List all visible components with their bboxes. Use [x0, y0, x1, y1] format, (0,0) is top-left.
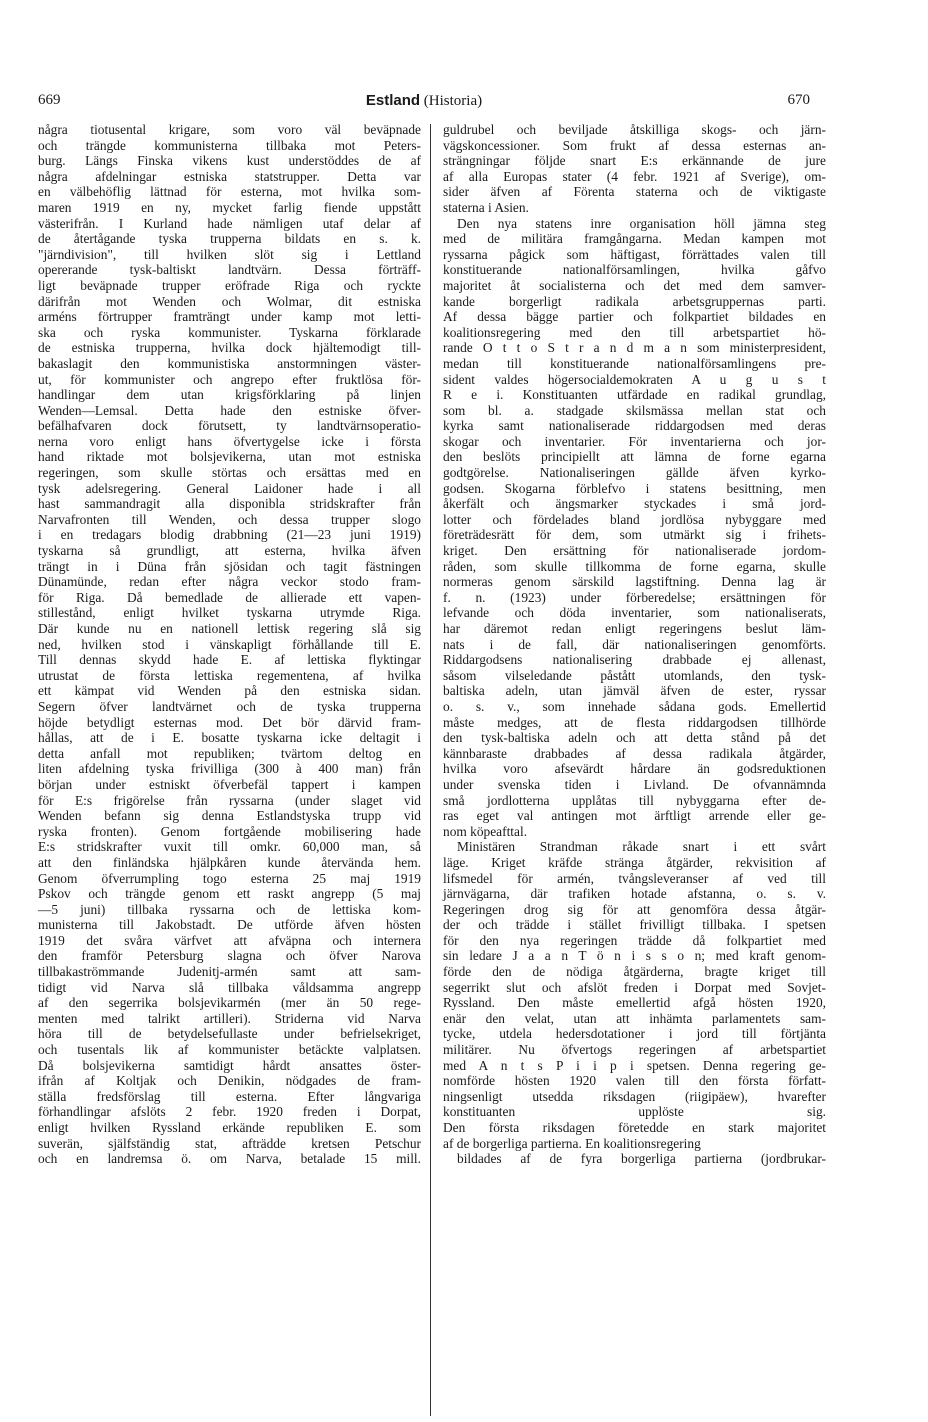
- text-line: hållas, att de i E. bosatte tyskarna icke deltagit i: [38, 730, 421, 746]
- text-line: den tysk-baltiska adeln och att detta stånd på det: [443, 730, 826, 746]
- text-line: konstituerande nationalförsamlingen, hvilka gåfvo: [443, 262, 826, 278]
- text-line: vägskoncessioner. Som frukt af dessa esternas an-: [443, 137, 826, 153]
- text-line: ställa fredsförslag till esterna. Efter långvariga: [38, 1088, 421, 1104]
- text-line: kyrka samt nationaliserade riddargodsen med deras: [443, 418, 826, 434]
- text-line: sin ledare J a a n T ö n i s s o n; med kraft genom-: [443, 948, 826, 964]
- text-line: den beslöts principiellt att lämna de forne egarna: [443, 449, 826, 465]
- text-line: R e i. Konstituanten utfärdade en radikal grundlag,: [443, 387, 826, 403]
- text-line: ryssarna pågick som häftigast, förrättades valen till: [443, 246, 826, 262]
- text-line: tidigt vid Narva slå tillbaka våldsamma angrepp: [38, 979, 421, 995]
- text-line: detta anfall mot republiken; tvärtom deltog en: [38, 745, 421, 761]
- text-line: en välbehöflig lättnad för esterna, mot hvilka som-: [38, 184, 421, 200]
- text-line: maren 1919 en ny, mycket farlig fiende uppstått: [38, 199, 421, 215]
- text-line: Den första riksdagen företedde en stark majoritet: [443, 1120, 826, 1135]
- text-line: Wenden—Lemsal. Detta hade den estniske öfver-: [38, 402, 421, 418]
- text-line: höjde betydligt esternas mod. Det bör därvid fram-: [38, 714, 421, 730]
- text-line: måste medges, att de flesta riddargodsen tillhörde: [443, 714, 826, 730]
- text-line: kännbaraste drabbades af dessa radikala åtgärder,: [443, 745, 826, 761]
- text-line: munisterna till Jakobstadt. De utförde äfven hösten: [38, 917, 421, 933]
- text-line: strängningar följde snart E:s erkännande de jure: [443, 153, 826, 169]
- text-line: åkerfält och ängsmarker styckades i små jord-: [443, 496, 826, 512]
- text-line: burg. Längs Finska vikens kust understöddes de af: [38, 153, 421, 169]
- column-divider: [430, 124, 431, 1416]
- text-line: Wenden befann sig denna Estlandstyska trupp vid: [38, 808, 421, 824]
- text-line: godtgörelse. Nationaliseringen gällde äfven kyrko-: [443, 465, 826, 481]
- text-line: ned, hvilken stod i vänskapligt förhållande till E.: [38, 636, 421, 652]
- text-line: och tusentals lik af kommunister betäckte valplatsen.: [38, 1042, 421, 1058]
- text-line: lefvande och döda inventarier, som nationaliserats,: [443, 605, 826, 621]
- text-line: tillbakaströmmande Judenitj-armén samt att sam-: [38, 964, 421, 980]
- text-line: därifrån mot Wenden och Wolmar, dit estniska: [38, 293, 421, 309]
- text-line: menten med talrikt artilleri). Striderna vid Narva: [38, 1010, 421, 1026]
- text-line: Pskov och trängde genom ett raskt angrepp (5 maj: [38, 886, 421, 902]
- text-line: stillestånd, enligt hvilket tyskarna utrymde Riga.: [38, 605, 421, 621]
- text-line: majoritet åt socialisterna och det med dem samver-: [443, 277, 826, 293]
- text-line: lotter och fördelades bland jordlösa nybyggare med: [443, 511, 826, 527]
- text-line: de återtågande tyska trupperna bildats en s. k.: [38, 231, 421, 247]
- text-line: af de borgerliga partierna. En koalitionsregering: [443, 1135, 701, 1151]
- text-line: Till dennas skydd hade E. af lettiska flyktingar: [38, 652, 421, 668]
- text-line: militärer. Nu öfvertogs regeringen af arbetspartiet: [443, 1042, 826, 1058]
- text-line: staterna i Asien.: [443, 199, 529, 215]
- text-line: förhandlingar afslöts 2 febr. 1920 freden i Dorpat,: [38, 1104, 421, 1120]
- text-line: som bl. a. stadgade skilsmässa mellan stat och: [443, 402, 826, 418]
- text-line: E:s stridskrafter vuxit till omkr. 60,000 man, så: [38, 839, 421, 855]
- text-line: arméns förtrupper framträngt under kamp mot letti-: [38, 309, 421, 325]
- text-line: de estniska trupperna, hvilka dock hjältemodigt till-: [38, 340, 421, 356]
- text-line: regeringen, som skulle störtas och ersättas med en: [38, 465, 421, 481]
- text-line: att den finländska hjälpkåren kunde återvända hem.: [38, 854, 421, 870]
- text-line: 1919 det svåra värfvet att afväpna och internera: [38, 932, 421, 948]
- text-line: enär den velat, utan att inhämta parlamentets sam-: [443, 1010, 826, 1026]
- text-line: under svenska tiden i Livland. De ofvannämnda: [443, 776, 826, 792]
- text-line: Riddargodsens nationalisering drabbade ej allenast,: [443, 652, 826, 668]
- text-line: sident valdes högersocialdemokraten A u g u s t: [443, 371, 826, 387]
- text-line: Af dessa bägge partier och folkpartiet bildades en: [443, 309, 826, 325]
- text-line: nomförde hösten 1920 valen till den första författ-: [443, 1073, 826, 1089]
- text-line: utrustat de första lettiska regementena, af hvilka: [38, 667, 421, 683]
- text-line: för Riga. Då bemedlade de allierade ett vapen-: [38, 589, 421, 605]
- text-line: Genom öfverrumpling togo esterna 25 maj 1919: [38, 870, 421, 886]
- text-line: ligt beväpnade trupper eröfrade Riga och ryckte: [38, 277, 421, 293]
- text-line: baltiska adeln, utan jämväl äfven de ester, ryssar: [443, 683, 826, 699]
- text-line: "järndivision", till hvilken slöt sig i Lettland: [38, 246, 421, 262]
- text-line: normeras genom särskild lagstiftning. Denna lag är: [443, 574, 826, 590]
- text-line: Regeringen drog sig för att genomföra dessa åtgär-: [443, 901, 826, 917]
- text-line: ett kämpat vid Wenden på den estniska sidan.: [38, 683, 421, 699]
- text-line: i en tredagars blodig drabbning (21—23 juni 1919): [38, 527, 421, 543]
- text-line: lifsmedel för armén, tvångsleveranser af ved till: [443, 870, 826, 886]
- text-line: sider äfven af Förenta staterna och de viktigaste: [443, 184, 826, 200]
- text-line: o. s. v., som innehade sådana gods. Emellertid: [443, 698, 826, 714]
- text-line: med de militära framgångarna. Medan kampen mot: [443, 231, 826, 247]
- text-line: såsom vilseledande påstått utomlands, den tysk-: [443, 667, 826, 683]
- text-line: har däremot redan enligt regeringens beslut läm-: [443, 621, 826, 636]
- text-line: höra till de betydelsefullaste under befrielsekriget,: [38, 1026, 421, 1042]
- text-line: ska och ryska kommunister. Tyskarna förklarade: [38, 324, 421, 340]
- text-line: råden, som skulle tillkomma de forne egarna, skulle: [443, 558, 826, 574]
- text-line: nom köpeafttal.: [443, 823, 528, 839]
- text-line: Den nya statens inre organisation höll jämna steg: [457, 215, 826, 231]
- text-line: hvilka voro afsevärdt hårdare än godsreduktionen: [443, 761, 826, 777]
- text-line: den framför Petersburg slagna och öfver Narova: [38, 948, 421, 964]
- text-line: nerna voro enligt hans öfvertygelse icke i första: [38, 433, 421, 449]
- text-line: några tiotusental krigare, som voro väl beväpnade: [38, 122, 421, 137]
- text-line: för den nya regeringen trädde då folkpartiet med: [443, 932, 826, 948]
- text-line: Ryssland. Den måste emellertid afgå hösten 1920,: [443, 995, 826, 1011]
- text-line: ningsenligt utsedda riksdagen (riigipäew), hvarefter: [443, 1088, 826, 1104]
- text-line: västerifrån. I Kurland hade nämligen utaf delar af: [38, 215, 421, 231]
- text-line: suverän, själfständig stat, afträdde kretsen Petschur: [38, 1135, 421, 1151]
- text-line: med A n t s P i i p i spetsen. Denna regering ge-: [443, 1057, 826, 1073]
- running-header: [38, 92, 810, 114]
- text-line: Narvafronten till Wenden, och dessa trupper slogo: [38, 511, 421, 527]
- text-line: hast sammandragit alla disponibla stridskrafter från: [38, 496, 421, 512]
- text-line: ut, för kommunister och angrepo efter fruktlösa för-: [38, 371, 421, 387]
- text-line: koalitionsregering med den till arbetspartiet hö-: [443, 324, 826, 340]
- left-text-column: [38, 122, 421, 1422]
- text-line: enligt hvilken Ryssland erkände republiken E. som: [38, 1120, 421, 1135]
- text-line: Där kunde nu en nationell lettisk regering slå sig: [38, 621, 421, 636]
- right-text-column: [443, 122, 826, 1422]
- text-line: några afdelningar estniska statstrupper. Detta var: [38, 168, 421, 184]
- article-subtitle: (Historia): [423, 93, 483, 109]
- text-line: företrädesrätt för dem, som utmärkt sig i frihets-: [443, 527, 826, 543]
- text-line: ras eget val antingen mot ärftligt arrende eller ge-: [443, 808, 826, 824]
- text-line: Ministären Strandman råkade snart i ett svårt: [457, 839, 826, 855]
- text-line: f. n. (1923) under förberedelse; ersättningen för: [443, 589, 826, 605]
- text-line: läge. Kriget kräfde stränga åtgärder, rekvisition af: [443, 854, 826, 870]
- text-line: bildades af de fyra borgerliga partierna (jordbrukar-: [457, 1151, 826, 1167]
- right-page-number: 670: [787, 92, 810, 108]
- text-line: trängt in i Düna från sjösidan och tagit fästningen: [38, 558, 421, 574]
- text-line: ryska fronten). Genom fortgående mobilisering hade: [38, 823, 421, 839]
- text-line: tycke, utdela hedersdotationer i jord till förtjänta: [443, 1026, 826, 1042]
- text-line: Segern öfver landtvärnet och de tyska trupperna: [38, 698, 421, 714]
- text-line: förde den de nödiga åtgärderna, bragte kriget till: [443, 964, 826, 980]
- running-title: [38, 92, 810, 110]
- article-title: Estland: [365, 92, 421, 109]
- text-line: —5 juni) tillbaka ryssarna och de lettiska kom-: [38, 901, 421, 917]
- text-line: Då bolsjevikerna samtidigt hårdt ansattes öster-: [38, 1057, 421, 1073]
- text-line: der och trädde i stället frivilligt tillbaka. I spetsen: [443, 917, 826, 933]
- text-line: tysk adelsregering. General Laidoner hade i all: [38, 480, 421, 496]
- text-line: af den segerrika bolsjevikarmén (mer än 50 rege-: [38, 995, 421, 1011]
- text-line: bakaslagit den kommunistiska anstormningen väster-: [38, 355, 421, 371]
- left-page-number: 669: [38, 92, 61, 108]
- text-line: ifrån af Koltjak och Denikin, nödgades de fram-: [38, 1073, 421, 1089]
- text-line: medan till konstituerande nationalförsamlingens pre-: [443, 355, 826, 371]
- text-line: tyskarna så grundligt, att esterna, hvilka äfven: [38, 543, 421, 559]
- text-line: handlingar dem utan krigsförklaring på linjen: [38, 387, 421, 403]
- text-line: nats i de fall, där nationaliseringen genomförts.: [443, 636, 826, 652]
- text-line: opererande tysk-baltiskt landtvärn. Dessa förträff-: [38, 262, 421, 278]
- text-line: och en landremsa ö. om Narva, betalade 15 mill.: [38, 1151, 421, 1167]
- text-line: segerrikt slut och afslöt freden i Dorpat med Sovjet-: [443, 979, 826, 995]
- text-line: skogar och inventarier. För inventarierna och jor-: [443, 433, 826, 449]
- text-line: hand riktade mot bolsjevikerna, utan mot estniska: [38, 449, 421, 465]
- text-line: små jordlotterna upplåtas till nybyggarna efter de-: [443, 792, 826, 808]
- text-line: liten afdelning tyska frivilliga (300 à 400 man) från: [38, 761, 421, 777]
- text-line: guldrubel och beviljade åtskilliga skogs- och järn-: [443, 122, 826, 137]
- text-line: af alla Europas stater (4 febr. 1921 af Sverige), om-: [443, 168, 826, 184]
- text-line: början under estniskt öfverbefäl tappert i kampen: [38, 776, 421, 792]
- text-line: kande borgerligt radikala arbetsgruppernas parti.: [443, 293, 826, 309]
- text-line: befälhafvaren dock förutsett, ty landtvärnsoperatio-: [38, 418, 421, 434]
- text-line: godsen. Skogarna förblefvo i statens besittning, men: [443, 480, 826, 496]
- text-line: och trängde kommunisterna tillbaka mot Peters-: [38, 137, 421, 153]
- text-line: Dünamünde, redan efter några veckor stodo fram-: [38, 574, 421, 590]
- text-line: för E:s frigörelse från ryssarna (under slaget vid: [38, 792, 421, 808]
- text-line: konstituanten upplöste sig.: [443, 1104, 826, 1120]
- text-line: rande O t t o S t r a n d m a n som ministerpresident,: [443, 340, 826, 356]
- text-line: kriget. Den ersättning för nationaliserade jordom-: [443, 543, 826, 559]
- text-line: järnvägarna, där trafiken hotade afstanna, o. s. v.: [443, 886, 826, 902]
